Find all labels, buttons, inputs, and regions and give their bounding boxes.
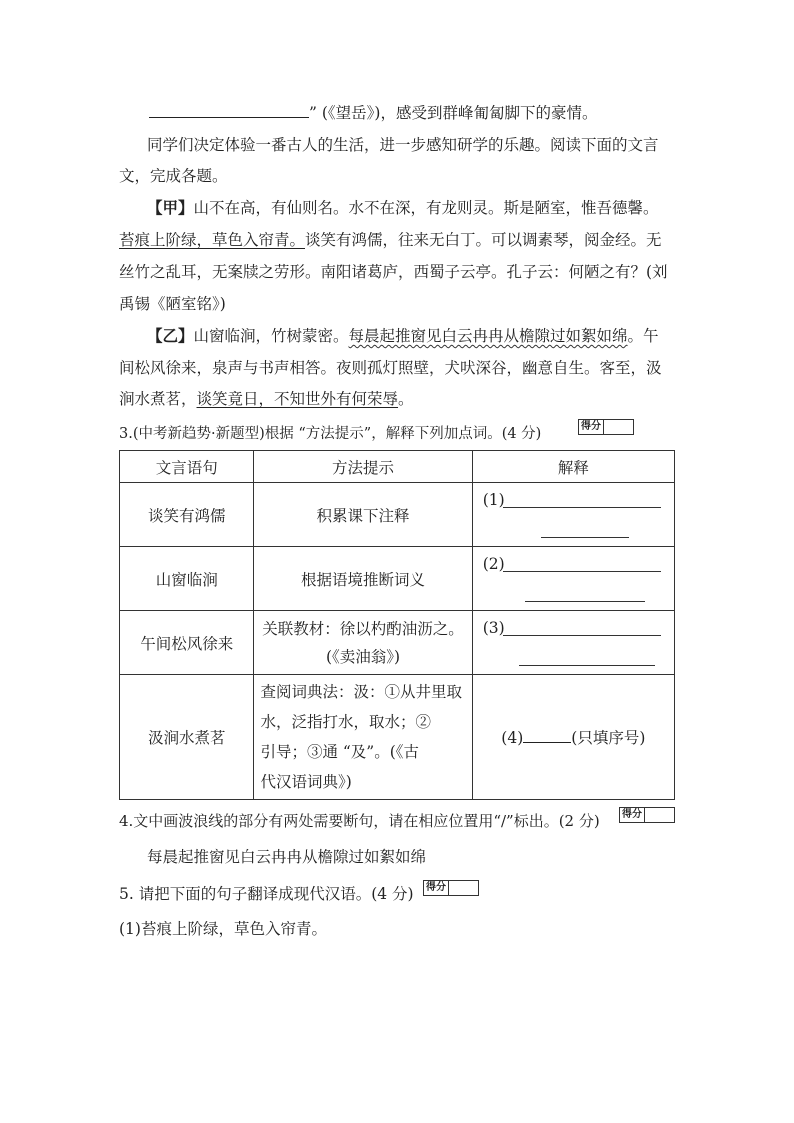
intro-line [149,101,597,123]
row1-answer[interactable] [472,483,674,547]
yi-line2: 间松风徐来，泉声与书声相答。夜则孤灯照壁，犬吠深谷，幽意自生。客至，汲 [119,359,662,377]
row3-blank-2[interactable] [519,649,655,666]
score-label: 得分 [620,808,645,822]
yi-line3 [119,387,414,409]
jia-tag: 【甲】 [147,198,194,217]
yi-text-3a: 涧水煮茗， [119,390,197,408]
yi-wavy-sentence: 每晨起推窗见白云冉冉从檐隙过如絮如绵 [348,327,628,345]
row4-hint-line1: 查阅词典法：汲：①从井里取 [260,683,462,701]
table-row [120,483,675,547]
row1-blank-2[interactable] [541,521,629,538]
q4-stem: 4.文中画波浪线的部分有两处需要断句，请在相应位置用“/”标出。(2 分) [119,812,600,830]
yi-line1 [147,324,659,346]
row3-hint-line2: (《卖油翁》) [326,647,401,666]
score-field[interactable] [449,881,478,895]
row2-sentence: 山窗临涧 [120,547,254,611]
row1-sentence: 谈笑有鸿儒 [120,483,254,547]
row3-sentence: 午间松风徐来 [120,611,254,675]
score-field[interactable] [604,420,633,434]
row4-hint-line3: 引导；③通 “及”。(《古 [260,743,420,761]
table-row [120,547,675,611]
row2-num: (2) [482,555,505,573]
row4-num: (4) [501,729,524,747]
q5-item1: (1)苔痕上阶绿，草色入帘青。 [119,920,327,938]
score-label: 得分 [579,420,604,434]
intro-para-line1: 同学们决定体验一番古人的生活，进一步感知研学的乐趣。阅读下面的文言 [147,136,659,154]
row4-blank[interactable] [523,728,571,743]
q3-score-box[interactable] [578,419,634,435]
row3-num: (3) [482,619,505,637]
q3-table [119,450,675,800]
jia-line1 [147,196,659,218]
row2-hint: 根据语境推断词义 [254,547,472,611]
row4-hint-line2: 水，泛指打水，取水；② [260,713,431,731]
row4-hint-line4: 代汉语词典》) [260,773,352,791]
row2-blank-1[interactable] [503,555,661,572]
jia-text-2: 谈笑有鸿儒，往来无白丁。可以调素琴，阅金经。无 [305,231,662,249]
yi-text-1b: 。午 [627,327,659,345]
intro-para-line2: 文，完成各题。 [119,167,228,185]
table-header-row [120,451,675,483]
jia-line2 [119,228,662,250]
jia-underlined-sentence: 苔痕上阶绿，草色入帘青。 [119,231,306,249]
yi-text-1a: 山窗临涧，竹树蒙密。 [193,327,349,345]
row4-hint-text [254,675,471,799]
row4-sentence: 汲涧水煮茗 [120,675,254,800]
row1-hint: 积累课下注释 [254,483,472,547]
row2-blank-2[interactable] [525,585,645,602]
header-explanation: 解释 [472,451,674,483]
intro-quote-tail: ” (《望岳》)，感受到群峰匍匐脚下的豪情。 [309,104,598,122]
score-field[interactable] [645,808,674,822]
row4-suffix: (只填序号) [571,729,646,747]
score-label: 得分 [424,881,449,895]
header-hint: 方法提示 [254,451,472,483]
yi-tag: 【乙】 [147,326,194,345]
yi-text-3b: 。 [398,390,414,408]
row3-answer[interactable] [472,611,674,675]
jia-text-1: 山不在高，有仙则名。水不在深，有龙则灵。斯是陋室，惟吾德馨。 [193,199,659,217]
table-row [120,611,675,675]
row2-answer[interactable] [472,547,674,611]
row1-num: (1) [482,491,505,509]
q4-sentence: 每晨起推窗见白云冉冉从檐隙过如絮如绵 [147,848,427,866]
row4-hint [254,675,472,800]
row3-hint [254,611,472,675]
answer-blank[interactable] [149,103,309,118]
q3-stem: 3.(中考新趋势·新题型)根据 “方法提示”，解释下列加点词。(4 分) [119,426,542,442]
yi-underlined-sentence: 谈笑竟日，不知世外有何荣辱 [196,390,399,408]
jia-line4: 禹锡《陋室铭》) [119,295,226,313]
q4-score-box[interactable] [619,807,675,823]
row1-blank-1[interactable] [503,491,661,508]
row4-answer[interactable] [472,675,674,800]
jia-line3: 丝竹之乱耳，无案牍之劳形。南阳诸葛庐，西蜀子云亭。孔子云：何陋之有？(刘 [119,263,668,281]
row3-hint-line1: 关联教材：徐以杓酌油沥之。 [262,619,464,638]
q5-score-box[interactable] [423,880,479,896]
row3-blank-1[interactable] [503,619,661,636]
table-row [120,675,675,800]
header-sentence: 文言语句 [120,451,254,483]
q5-stem: 5. 请把下面的句子翻译成现代汉语。(4 分) [119,885,414,903]
